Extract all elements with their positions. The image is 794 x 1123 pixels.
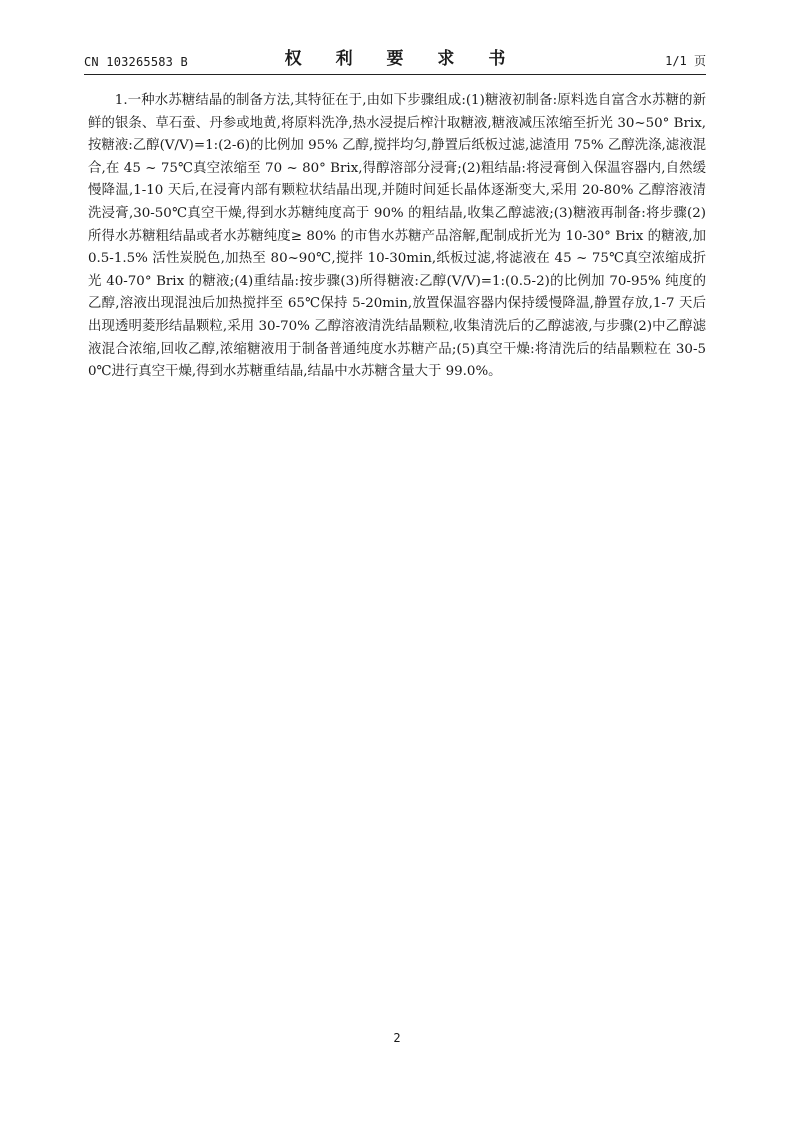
page-number: 2 <box>393 1031 401 1045</box>
document-title: 权 利 要 求 书 <box>284 49 520 69</box>
page-header <box>84 44 706 75</box>
page-indicator: 1/1 页 <box>665 54 706 68</box>
claim-1-text: 1.一种水苏糖结晶的制备方法,其特征在于,由如下步骤组成:(1)糖液初制备:原料选自富含水苏糖的新鲜的银条、草石蚕、丹参或地黄,将原料洗净,热水浸提后榨汁取糖液,糖液减压浓缩至折光 30~50° Brix,按糖液:乙醇(V/V)=1:(2-6)的比例加 95% 乙醇,搅拌均匀,静置后纸板过滤,滤渣用 75% 乙醇洗涤,滤液混合,在 45 ~ 75℃真空浓缩至 70 ~ 80° Brix,得醇溶部分浸膏;(2)粗结晶:将浸膏倒入保温容器内,自然缓慢降温,1-10 天后,在浸膏内部有颗粒状结晶出现,并随时间延长晶体逐渐变大,采用 20-80% 乙醇溶液清洗浸膏,30-50℃真空干燥,得到水苏糖纯度高于 90% 的粗结晶,收集乙醇滤液;(3)糖液再制备:将步骤(2)所得水苏糖粗结晶或者水苏糖纯度≥ 80% 的市售水苏糖产品溶解,配制成折光为 10-30° Brix 的糖液,加 0.5-1.5% 活性炭脱色,加热至 80~90℃,搅拌 10-30min,纸板过滤,将滤液在 45 ~ 75℃真空浓缩成折光 40-70° Brix 的糖液;(4)重结晶:按步骤(3)所得糖液:乙醇(V/V)=1:(0.5-2)的比例加 70-95% 纯度的乙醇,溶液出现混浊后加热搅拌至 65℃保持 5-20min,放置保温容器内保持缓慢降温,静置存放,1-7 天后出现透明菱形结晶颗粒,采用 30-70% 乙醇溶液清洗结晶颗粒,收集清洗后的乙醇滤液,与步骤(2)中乙醇滤液混合浓缩,回收乙醇,浓缩糖液用于制备普通纯度水苏糖产品;(5)真空干燥:将清洗后的结晶颗粒在 30-50℃进行真空干燥,得到水苏糖重结晶,结晶中水苏糖含量大于 99.0%。 <box>88 93 706 380</box>
claims-body <box>88 90 706 384</box>
patent-number: CN 103265583 B <box>84 55 188 69</box>
